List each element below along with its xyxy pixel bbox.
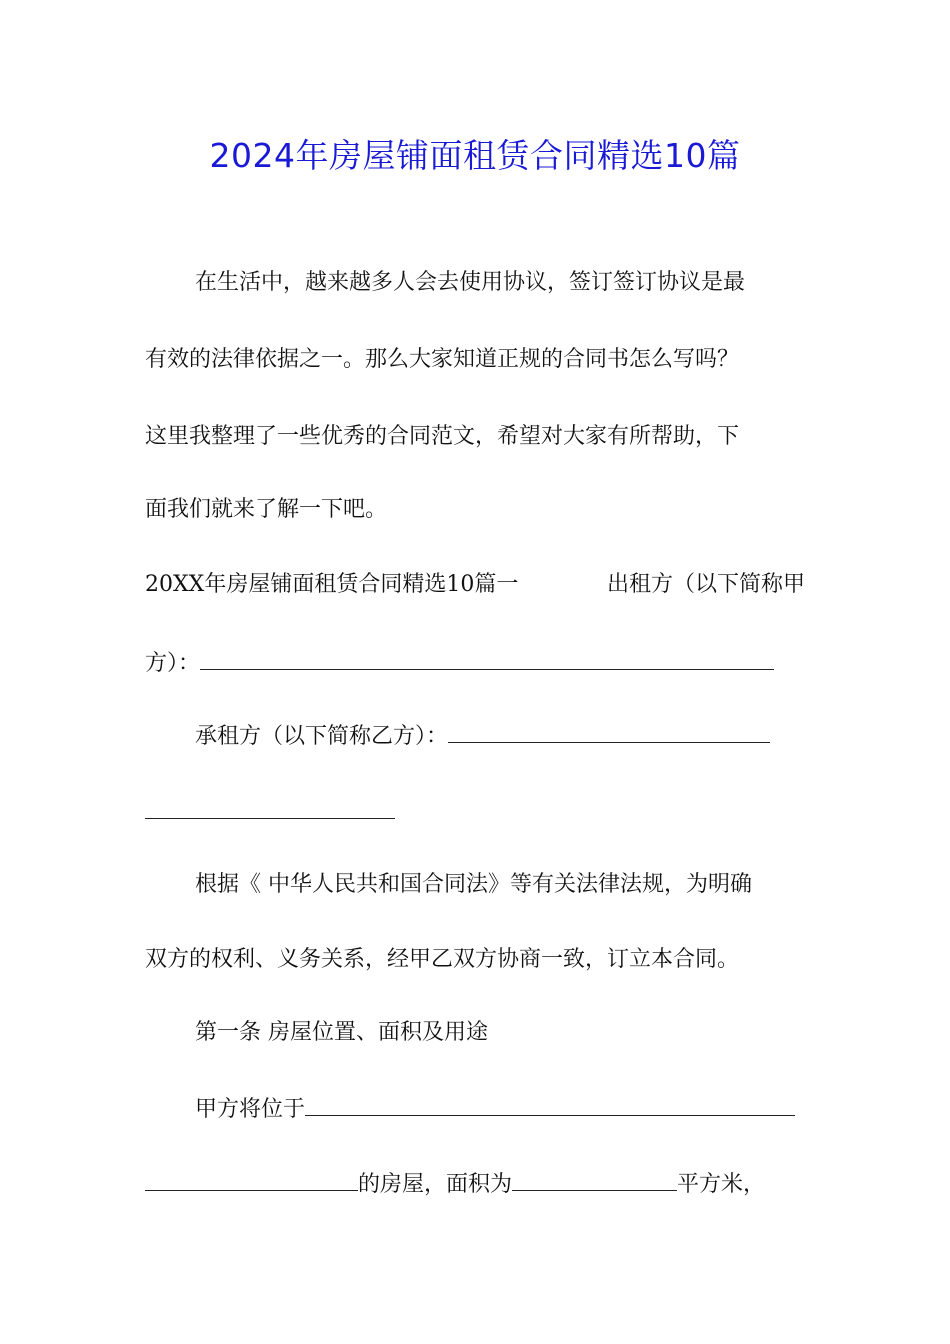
location-label: 甲方将位于 xyxy=(195,1097,306,1122)
lessor-blank xyxy=(200,647,774,670)
location-blank-continued xyxy=(145,1168,358,1191)
intro-line-3: 这里我整理了一些优秀的合同范文，希望对大家有所帮助，下 xyxy=(145,424,740,449)
area-unit: 平方米， xyxy=(677,1172,766,1197)
area-blank xyxy=(512,1168,677,1191)
intro-line-2: 有效的法律依据之一。那么大家知道正规的合同书怎么写吗？ xyxy=(145,347,740,372)
basis-line-2: 双方的权利、义务关系，经甲乙双方协商一致，订立本合同。 xyxy=(145,947,740,972)
lessee-label: 承租方（以下简称乙方）： xyxy=(195,724,449,749)
location-blank xyxy=(305,1093,795,1116)
lessee-blank xyxy=(448,720,770,743)
location-row xyxy=(195,1093,795,1125)
lessee-blank-continued xyxy=(145,818,395,819)
lessee-row xyxy=(195,720,770,752)
lessor-label-b: 方）： xyxy=(145,651,201,676)
intro-line-4: 面我们就来了解一下吧。 xyxy=(145,497,388,522)
lessor-row xyxy=(145,647,774,679)
document-title: 2024年房屋铺面租赁合同精选10篇 xyxy=(209,136,741,175)
section-heading-row xyxy=(145,570,805,600)
basis-line-1: 根据《 中华人民共和国合同法》等有关法律法规，为明确 xyxy=(195,872,752,897)
article-1-heading: 第一条 房屋位置、面积及用途 xyxy=(195,1020,488,1045)
section-heading: 20XX年房屋铺面租赁合同精选10篇一 xyxy=(145,572,519,597)
area-row xyxy=(145,1168,765,1200)
lessor-label-a: 出租方（以下简称甲 xyxy=(606,572,805,597)
house-text: 的房屋，面积为 xyxy=(358,1172,513,1197)
intro-line-1: 在生活中，越来越多人会去使用协议，签订签订协议是最 xyxy=(195,270,746,295)
